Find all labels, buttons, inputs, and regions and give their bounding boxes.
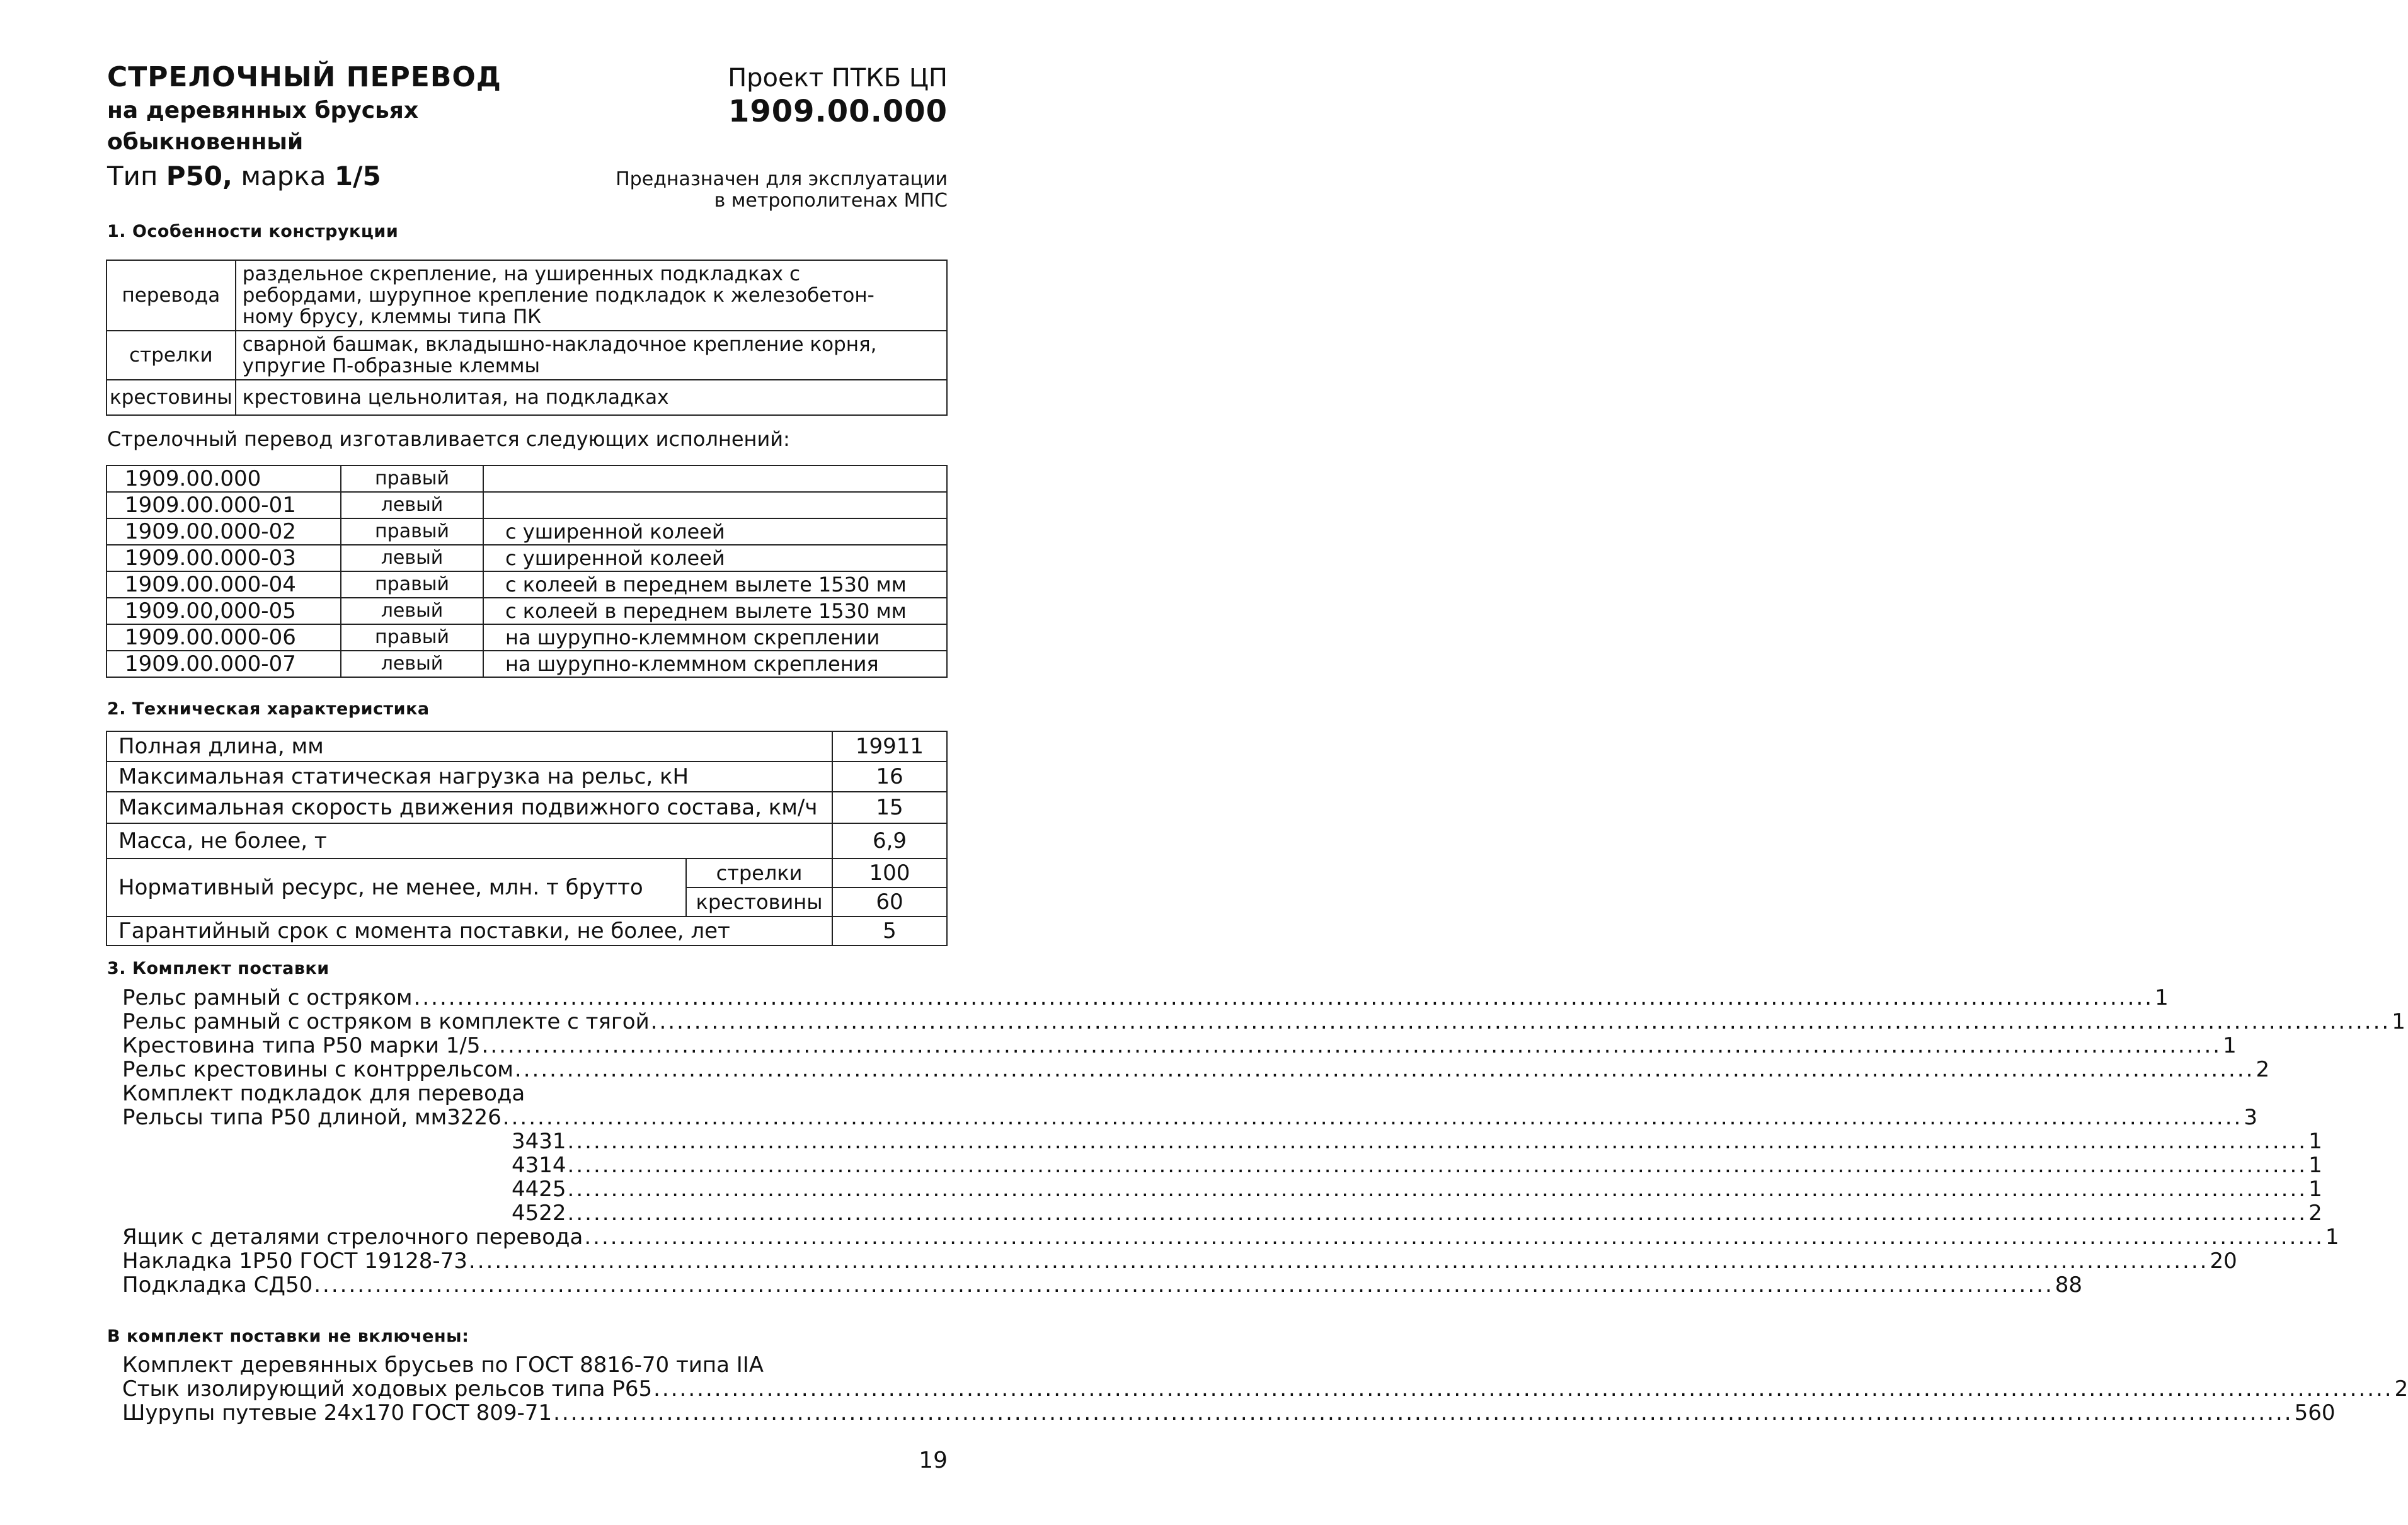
variant-side: правый — [341, 571, 483, 598]
rail-length: 4314 — [512, 1153, 566, 1178]
section-tech-heading: 2. Техническая характеристика — [107, 699, 430, 719]
leader-dots — [568, 1153, 2308, 1177]
variant-code: 1909.00.000-01 — [106, 492, 341, 518]
rail-length: 3226 — [447, 1105, 502, 1130]
variant-code: 1909.00.000-03 — [106, 545, 341, 571]
purpose-line-1: Предназначен для эксплуатации — [616, 168, 948, 190]
variant-side: левый — [341, 651, 483, 677]
item-text: Шурупы путевые 24х170 ГОСТ 809-71 — [122, 1400, 553, 1425]
table-row — [106, 859, 947, 888]
table-row — [106, 465, 947, 492]
purpose-note — [557, 169, 948, 212]
item-text: Рельс крестовины с контррельсом — [122, 1057, 513, 1082]
leader-dots — [568, 1201, 2308, 1225]
type-value: Р50, — [166, 161, 232, 191]
tech-value: 100 — [832, 859, 947, 888]
tech-value: 5 — [832, 917, 947, 945]
item-text: Рельс рамный с остряком в комплекте с тягой — [122, 1009, 650, 1034]
item-text: Накладка 1Р50 ГОСТ 19128-73 — [122, 1248, 467, 1274]
variant-note — [483, 465, 947, 492]
table-row — [106, 380, 947, 415]
variant-note: на шурупно-клеммном скрепления — [483, 651, 947, 677]
leader-dots — [314, 1273, 2054, 1297]
feature-line: ребордами, шурупное крепление подкладок к железобетон- — [242, 284, 874, 307]
feature-label: перевода — [106, 260, 236, 331]
list-item: Комплект подкладок для перевода — [122, 1081, 525, 1106]
list-item — [122, 1057, 2270, 1082]
item-qty: 1 — [2308, 1153, 2322, 1178]
rail-length-row — [447, 1105, 2257, 1129]
document-subtitle-1: на деревянных брусьях — [107, 98, 419, 123]
section-supply-heading: 3. Комплект поставки — [107, 959, 330, 978]
item-text: Рельс рамный с остряком — [122, 985, 413, 1010]
rail-length-row — [512, 1153, 2322, 1178]
excluded-heading: В комплект поставки не включены: — [107, 1327, 469, 1346]
item-text: Крестовина типа Р50 марки 1/5 — [122, 1033, 481, 1058]
feature-line: раздельное скрепление, на уширенных подкладках с — [242, 263, 801, 285]
table-row — [106, 823, 947, 859]
rail-length-row — [512, 1201, 2322, 1226]
variant-side: правый — [341, 465, 483, 492]
variant-side: левый — [341, 545, 483, 571]
list-item — [122, 1400, 2336, 1425]
table-row — [106, 260, 947, 331]
leader-dots — [469, 1249, 2209, 1273]
list-item — [122, 1225, 2339, 1250]
variants-table — [106, 465, 948, 678]
item-qty: 560 — [2294, 1400, 2336, 1425]
feature-description — [236, 380, 947, 415]
leader-dots — [653, 1377, 2394, 1401]
variant-code: 1909.00.000-04 — [106, 571, 341, 598]
rail-length: 4522 — [512, 1201, 566, 1226]
tech-label: Максимальная скорость движения подвижного состава, км/ч — [106, 792, 832, 823]
table-row — [106, 598, 947, 624]
grade-value: 1/5 — [334, 161, 381, 191]
item-qty: 1 — [2392, 1009, 2405, 1034]
item-text: Ящик с деталями стрелочного перевода — [122, 1225, 583, 1250]
table-row — [106, 492, 947, 518]
item-qty: 88 — [2055, 1272, 2083, 1298]
document-subtitle-2: обыкновенный — [107, 129, 304, 155]
leader-dots — [553, 1401, 2293, 1425]
variant-side: правый — [341, 518, 483, 545]
project-label: Проект ПТКБ ЦП — [728, 64, 948, 93]
variant-code: 1909.00.000-02 — [106, 518, 341, 545]
feature-label: стрелки — [106, 331, 236, 380]
leader-dots — [651, 1010, 2391, 1034]
item-qty: 20 — [2210, 1248, 2237, 1274]
table-row — [106, 624, 947, 651]
type-grade-line — [107, 159, 548, 193]
item-qty: 2 — [2256, 1057, 2270, 1082]
variant-side: левый — [341, 492, 483, 518]
tech-label: Нормативный ресурс, не менее, млн. т брутто — [106, 859, 686, 917]
feature-description — [236, 260, 947, 331]
table-row — [106, 731, 947, 762]
list-item — [122, 1248, 2237, 1274]
table-row — [106, 571, 947, 598]
tech-value: 6,9 — [832, 823, 947, 859]
item-qty: 2 — [2394, 1376, 2408, 1402]
leader-dots — [503, 1105, 2243, 1129]
table-row — [106, 518, 947, 545]
leader-dots — [515, 1058, 2255, 1082]
table-row — [106, 917, 947, 945]
rail-length: 3431 — [512, 1129, 566, 1154]
document-title: СТРЕЛОЧНЫЙ ПЕРЕВОД — [107, 61, 502, 93]
rail-length-row — [512, 1177, 2322, 1202]
list-item — [122, 1009, 2405, 1034]
variant-code: 1909.00,000-05 — [106, 598, 341, 624]
tech-label: Максимальная статическая нагрузка на рельс, кН — [106, 762, 832, 792]
list-item: Комплект деревянных брусьев по ГОСТ 8816-70 типа IIA — [122, 1352, 764, 1378]
variant-note: на шурупно-клеммном скреплении — [483, 624, 947, 651]
section-features-heading: 1. Особенности конструкции — [107, 222, 399, 241]
project-block — [620, 63, 948, 130]
item-qty: 1 — [2308, 1177, 2322, 1202]
variant-side: левый — [341, 598, 483, 624]
item-qty: 1 — [2223, 1033, 2237, 1058]
table-row — [106, 762, 947, 792]
purpose-line-2: в метрополитенах МПС — [714, 190, 948, 212]
project-code: 1909.00.000 — [728, 94, 948, 129]
feature-line: крестовина цельнолитая, на подкладках — [242, 386, 669, 409]
variant-code: 1909.00.000-06 — [106, 624, 341, 651]
item-qty: 1 — [2155, 985, 2169, 1010]
list-item — [122, 1272, 2083, 1298]
type-prefix: Тип — [107, 161, 158, 191]
table-row — [106, 651, 947, 677]
table-row — [106, 792, 947, 823]
list-item — [122, 1376, 2408, 1402]
tech-value: 15 — [832, 792, 947, 823]
tech-value: 60 — [832, 888, 947, 917]
tech-value: 19911 — [832, 731, 947, 762]
variant-note: с уширенной колеей — [483, 545, 947, 571]
item-text: Подкладка СД50 — [122, 1272, 313, 1298]
grade-prefix: марка — [241, 161, 326, 191]
leader-dots — [482, 1034, 2222, 1058]
feature-line: упругие П-образные клеммы — [242, 355, 540, 377]
variant-code: 1909.00.000-07 — [106, 651, 341, 677]
item-qty: 3 — [2244, 1105, 2257, 1130]
title-block — [107, 60, 548, 193]
variants-intro: Стрелочный перевод изготавливается следующих исполнений: — [107, 427, 790, 451]
variant-note: с колеей в переднем вылете 1530 мм — [483, 598, 947, 624]
rails-label: Рельсы типа Р50 длиной, мм — [122, 1105, 447, 1130]
leader-dots — [584, 1225, 2324, 1249]
leader-dots — [414, 986, 2154, 1010]
feature-description — [236, 331, 947, 380]
tech-value: 16 — [832, 762, 947, 792]
leader-dots — [568, 1129, 2308, 1153]
item-text: Стык изолирующий ходовых рельсов типа Р65 — [122, 1376, 653, 1402]
tech-sublabel: крестовины — [686, 888, 832, 917]
page-number: 19 — [919, 1448, 948, 1473]
table-row — [106, 331, 947, 380]
tech-label: Гарантийный срок с момента поставки, не более, лет — [106, 917, 832, 945]
tech-sublabel: стрелки — [686, 859, 832, 888]
rail-length: 4425 — [512, 1177, 566, 1202]
rail-length-row — [512, 1129, 2322, 1154]
variant-note — [483, 492, 947, 518]
feature-label: крестовины — [106, 380, 236, 415]
variant-code: 1909.00.000 — [106, 465, 341, 492]
features-table — [106, 260, 948, 416]
list-item — [122, 985, 2169, 1010]
feature-line: ному брусу, клеммы типа ПК — [242, 306, 542, 328]
list-item — [122, 1033, 2237, 1058]
table-row — [106, 545, 947, 571]
tech-label: Полная длина, мм — [106, 731, 832, 762]
variant-side: правый — [341, 624, 483, 651]
variant-note: с уширенной колеей — [483, 518, 947, 545]
item-qty: 1 — [2325, 1225, 2339, 1250]
item-qty: 1 — [2308, 1129, 2322, 1154]
tech-table — [106, 731, 948, 946]
excluded-list — [122, 1352, 2408, 1425]
leader-dots — [568, 1177, 2308, 1201]
list-item — [122, 1105, 2257, 1130]
item-qty: 2 — [2308, 1201, 2322, 1226]
tech-label: Масса, не более, т — [106, 823, 832, 859]
variant-note: с колеей в переднем вылете 1530 мм — [483, 571, 947, 598]
feature-line: сварной башмак, вкладышно-накладочное крепление корня, — [242, 333, 877, 356]
supply-list — [122, 985, 2405, 1298]
